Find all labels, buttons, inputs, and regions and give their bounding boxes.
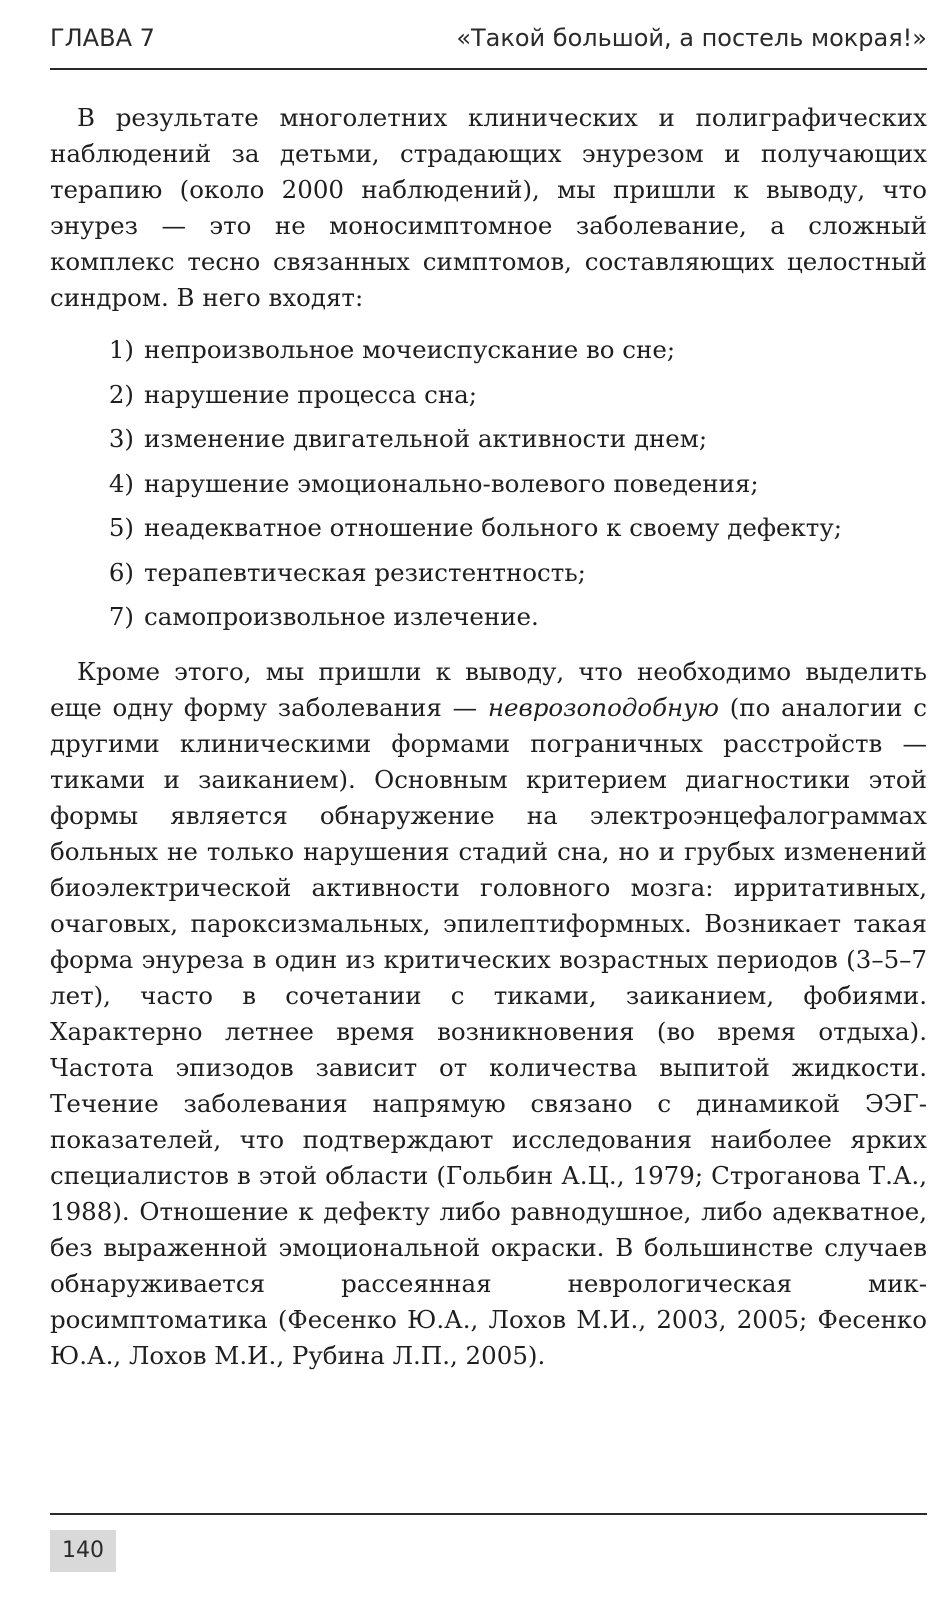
list-item	[50, 506, 927, 551]
list-item-number: 4)	[108, 468, 134, 498]
list-item-number: 2)	[108, 379, 134, 409]
list-item-text: нарушение эмоционально-волевого поведения;	[144, 468, 759, 498]
footer-rule	[50, 1513, 927, 1515]
list-item	[50, 417, 927, 462]
list-item-number: 5)	[108, 513, 134, 542]
list-item-text: непроизвольное мочеиспускание во сне;	[144, 335, 676, 364]
list-item-number: 6)	[108, 557, 134, 587]
emphasized-term: неврозоподобную	[487, 692, 719, 722]
list-item-number: 1)	[108, 335, 134, 364]
list-item-text: терапевтическая резистентность;	[144, 557, 586, 587]
list-item-text: изменение двигательной активности днем;	[144, 424, 708, 453]
list-item	[50, 595, 927, 640]
list-item-number: 7)	[108, 602, 134, 631]
list-item-text: нарушение процесса сна;	[144, 379, 478, 409]
list-item	[50, 551, 927, 596]
list-item-number: 3)	[108, 424, 134, 453]
header-rule	[50, 68, 927, 70]
chapter-label: ГЛАВА 7	[50, 24, 155, 52]
running-title: «Такой большой, а постель мокрая!»	[456, 24, 927, 52]
list-item	[50, 462, 927, 507]
paragraph	[50, 654, 927, 1374]
list-item-text: неадекватное отношение больного к своему дефекту;	[144, 513, 843, 542]
page-body	[50, 100, 927, 1374]
list-item	[50, 373, 927, 418]
list-item-text: самопроизвольное излечение.	[144, 602, 539, 631]
paragraph-text: Кроме этого, мы пришли к выводу, что необходимо выделить еще одну форму заболевания —	[50, 656, 927, 722]
page-number: 140	[50, 1530, 116, 1572]
list-item	[50, 328, 927, 373]
paragraph: В результате многолетних клинических и полиграфических наблюдений за детьми, страдающих энурезом и получающих терапию (около 2000 наблюдений), мы пришли к выводу, что энурез — это не моносимптомное заболевание, а сложный комплекс тесно связанных симптомов, составляющих целостный синдром. В него входят:	[50, 103, 927, 312]
paragraph-text: (по аналогии с другими клиническими формами пограничных расстройств — тиками и заиканием). Основным критерием диагностики этой формы является обнаружение на электроэнцефалограммах больных не только нарушения стадий сна, но и грубых изменений биоэлектрической активности головного мозга: ирритативных, очаговых, пароксизмальных, эпилептиформных. Возникает такая форма энуреза в один из критических возрастных периодов (3–5–7 лет), часто в сочетании с тиками, заиканием, фобиями. Характерно летнее время возникновения (во время отдыха). Частота эпизодов зависит от количества выпитой жидкости. Течение заболевания напрямую связано с динамикой ЭЭГ-показателей, что подтверждают исследования наиболее ярких специалистов в этой области (Гольбин А.Ц., 1979; Строганова Т.А., 1988). Отношение к дефекту либо равнодушное, либо адекватное, без выраженной эмоциональной окраски. В большинстве случаев обнаруживается рассеянная неврологическая микросимптоматика (Фесенко Ю.А., Лохов М.И., 2003, 2005; Фесенко Ю.А., Лохов М.И., Рубина Л.П., 2005).	[50, 692, 927, 1370]
symptom-list	[50, 328, 927, 640]
page-header	[50, 24, 927, 64]
